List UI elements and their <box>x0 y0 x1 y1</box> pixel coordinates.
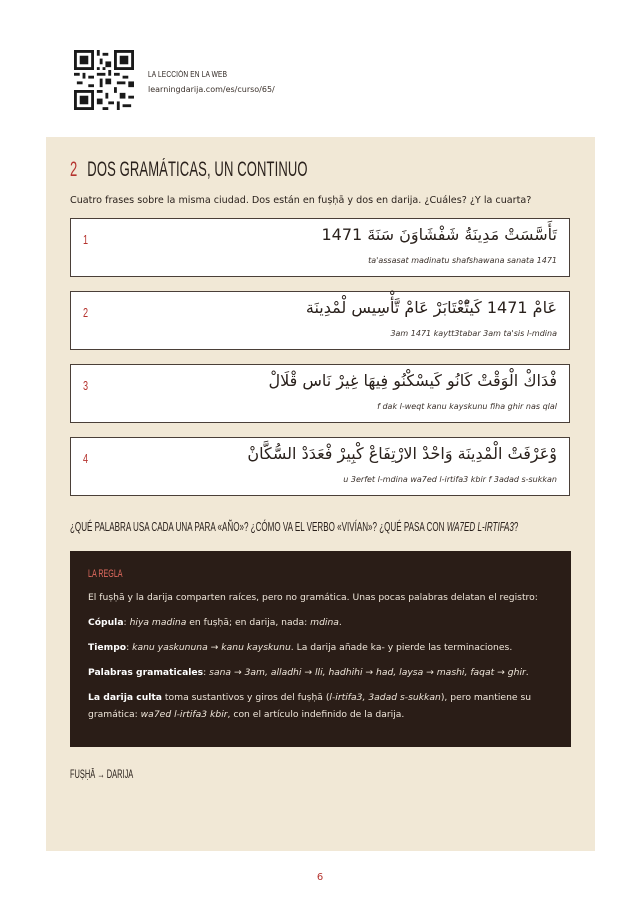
sentence-number: 2 <box>83 305 89 320</box>
rule-text: toma sustantivos y giros del fuṣḥā ( <box>162 692 330 703</box>
rule-label: Palabras gramaticales <box>88 667 204 678</box>
sentence-arabic: وْعَرْفَتْ الْمْدِينَة وَاحْدْ الارْتِفَاعْ كْبِيرْ فْعَدَدْ السُّكَّانْ <box>247 444 557 463</box>
rule-intro: El fuṣḥā y la darija comparten raíces, pero no gramática. Unas pocas palabras delatan el registro: <box>88 592 538 603</box>
sentence-card <box>70 291 570 350</box>
rule-example: mdina <box>310 617 339 628</box>
page-number: 6 <box>316 872 324 883</box>
rule-example: kanu yaskununa → kanu kayskunu <box>132 642 291 653</box>
rule-label: La darija culta <box>88 692 162 703</box>
rule-text: ), pero mantiene su gramática: <box>88 692 532 720</box>
sentence-number: 3 <box>83 378 89 393</box>
section-intro: Cuatro frases sobre la misma ciudad. Dos están en fuṣḥā y dos en darija. ¿Cuáles? ¿Y la cuarta? <box>70 195 532 206</box>
rule-text: : <box>126 642 133 653</box>
rule-tense <box>88 639 553 656</box>
sentence-arabic: تَأَسَّسَتْ مَدِينَةُ شَفْشَاوَنَ سَنَةَ 1471 <box>321 225 557 244</box>
rule-example: wa7ed l-irtifa3 kbir <box>140 709 228 720</box>
rule-text: . <box>338 617 342 628</box>
rule-educated-darija <box>88 689 553 723</box>
section-title <box>70 158 308 182</box>
rule-label: Tiempo <box>88 642 127 653</box>
sentence-number: 4 <box>83 451 89 466</box>
sentence-transliteration: 3am 1471 kaytt3tabar 3am ta'sis l-mdina <box>390 329 557 338</box>
rule-box <box>70 551 571 747</box>
sentence-arabic: عَامْ 1471 كَيتّْعْتَابَرْ عَامْ تَّأْسِيس لْمْدِينَة <box>305 298 557 317</box>
discussion-question <box>70 519 518 534</box>
rule-copula <box>88 614 553 631</box>
section-title-text: DOS GRAMÁTICAS, UN CONTINUO <box>87 158 308 181</box>
rule-example: hiya madina <box>129 617 187 628</box>
sentence-card <box>70 364 570 423</box>
rule-text: : <box>203 667 210 678</box>
sentence-transliteration: ta'assasat madinatu shafshawana sanata 1471 <box>368 256 557 265</box>
section-number: 2 <box>70 158 78 181</box>
rule-text: en fuṣḥā; en darija, nada: <box>186 617 311 628</box>
rule-example: l-irtifa3, 3adad s-sukkan <box>329 692 441 703</box>
sentence-transliteration: u 3erfet l-mdina wa7ed l-irtifa3 kbir f 3adad s-sukkan <box>343 475 557 484</box>
register-label: FUṢḤĀ → DARIJA <box>70 767 134 781</box>
rule-text: . La darija añade ka- y pierde las terminaciones. <box>290 642 513 653</box>
question-emphasis: WA7ED L-IRTIFA3 <box>446 519 514 534</box>
rule-title: LA REGLA <box>88 568 123 580</box>
rule-text: , con el artículo indefinido de la darija. <box>227 709 405 720</box>
rule-text: : <box>123 617 130 628</box>
web-lesson-label: LA LECCIÓN EN LA WEB <box>148 70 228 79</box>
rule-example: sana → 3am, alladhi → lli, hadhihi → had, laysa → mashi, faqat → ghir <box>209 667 526 678</box>
sentence-card <box>70 218 570 277</box>
sentence-transliteration: f dak l-weqt kanu kayskunu fiha ghir nas qlal <box>377 402 557 411</box>
qr-code-icon <box>74 50 134 110</box>
question-suffix: ? <box>513 519 519 534</box>
rule-function-words <box>88 664 553 681</box>
rule-label: Cópula <box>88 617 124 628</box>
sentence-number: 1 <box>83 232 89 247</box>
rule-text: . <box>525 667 529 678</box>
sentence-card <box>70 437 570 496</box>
web-lesson-url[interactable]: learningdarija.com/es/curso/65/ <box>148 85 275 94</box>
question-text: ¿QUÉ PALABRA USA CADA UNA PARA «AÑO»? ¿CÓMO VA EL VERBO «VIVÍAN»? ¿QUÉ PASA CON <box>70 519 447 534</box>
sentence-arabic: فْدَاكْ الْوَقْتْ كَانُو كَيسْكْنُو فِيهَا غِيرْ نَاس قْلَالْ <box>268 371 557 390</box>
